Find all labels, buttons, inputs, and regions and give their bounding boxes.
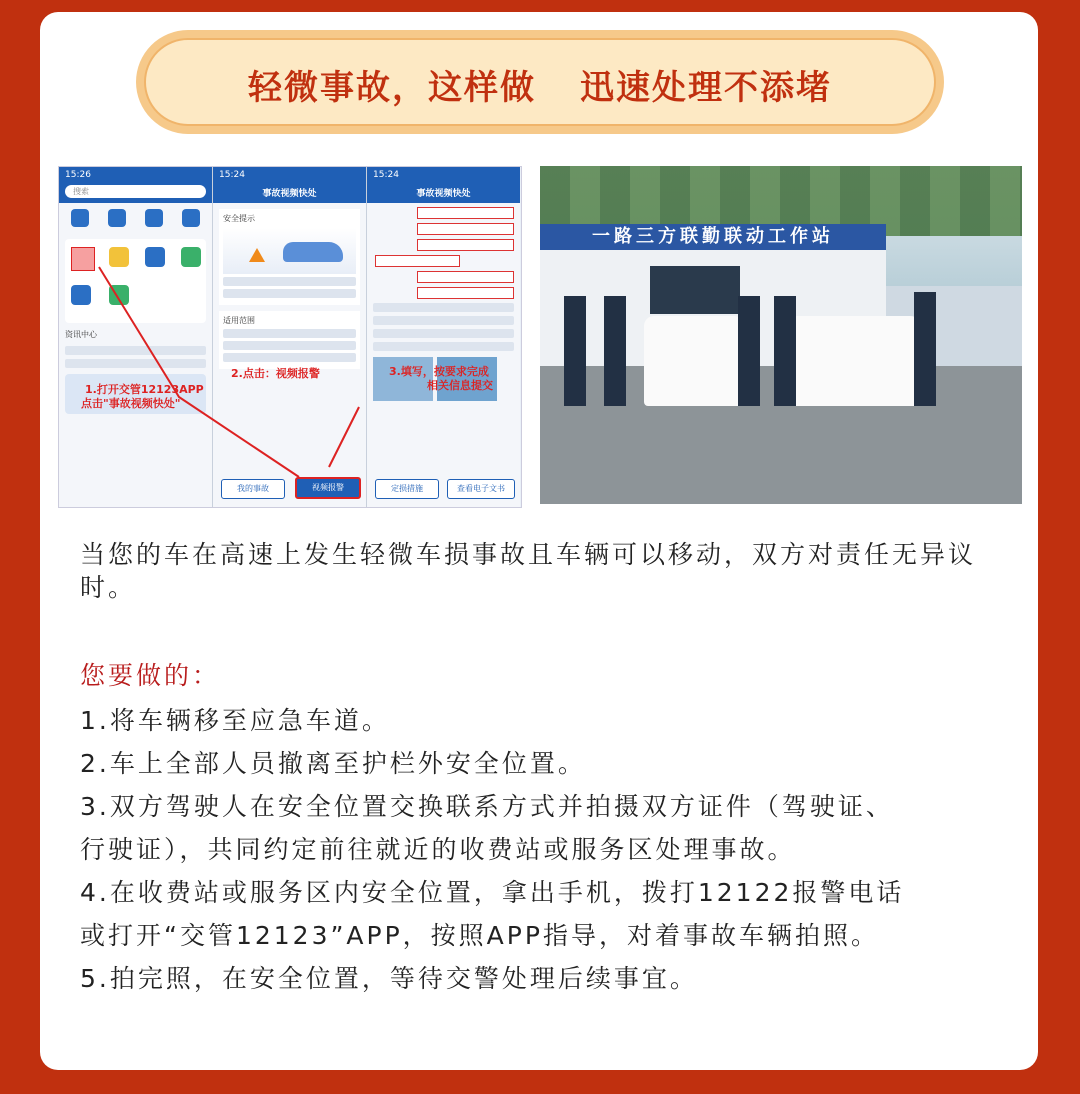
safety-tip: 安全提示 xyxy=(223,214,255,223)
news-title: 资讯中心 xyxy=(65,330,97,339)
video-report-button[interactable]: 视频报警 xyxy=(295,477,361,499)
annotation-1b: 点击"事故视频快处" xyxy=(81,397,181,410)
phone3-title: 事故视频快处 xyxy=(416,189,471,199)
banner-left-text: 轻微事故，这样做 xyxy=(248,68,536,108)
phone-screen-form: 15:24 事故视频快处 定损措施 查看电子文书 xyxy=(367,167,520,507)
todo-title: 您要做的： xyxy=(80,661,221,690)
banner-right-text: 迅速处理不添堵 xyxy=(580,68,832,108)
locate-button[interactable]: 定损措施 xyxy=(375,479,439,499)
step-item: 行驶证），共同约定前往就近的收费站或服务区处理事故。 xyxy=(80,835,796,864)
phone-screen-video: 15:24 事故视频快处 安全提示 适用范围 我的事故 视频报警 xyxy=(213,167,367,507)
step-item: 5.拍完照，在安全位置，等待交警处理后续事宜。 xyxy=(80,964,698,993)
phone2-title: 事故视频快处 xyxy=(262,189,317,199)
station-sign: 一路三方联勤联动工作站 xyxy=(540,224,886,250)
step-item: 2.车上全部人员撤离至护栏外安全位置。 xyxy=(80,749,586,778)
view-doc-button[interactable]: 查看电子文书 xyxy=(447,479,515,499)
search-input: 搜索 xyxy=(65,185,206,198)
police-station-photo xyxy=(540,166,1022,504)
app-screenshot xyxy=(58,166,522,508)
step-item: 或打开“交管12123”APP，按照APP指导，对着事故车辆拍照。 xyxy=(80,921,879,950)
annotation-3a: 3.填写，按要求完成 xyxy=(389,365,489,378)
step-item: 4.在收费站或服务区内安全位置，拿出手机，拨打12122报警电话 xyxy=(80,878,905,907)
annotation-1a: 1.打开交管12123APP xyxy=(85,383,204,396)
annotation-3b: 相关信息提交 xyxy=(427,379,493,392)
step-item: 3.双方驾驶人在安全位置交换联系方式并拍摄双方证件（驾驶证、 xyxy=(80,792,894,821)
steps-list xyxy=(80,699,1000,1000)
scope-title: 适用范围 xyxy=(223,316,255,325)
intro-paragraph: 当您的车在高速上发生轻微车损事故且车辆可以移动，双方对责任无异议时。 xyxy=(80,540,977,602)
phone-screen-home: 15:26 搜索 资讯中心 xyxy=(59,167,213,507)
banner-title xyxy=(136,60,944,109)
my-accident-button[interactable]: 我的事故 xyxy=(221,479,285,499)
step-item: 1.将车辆移至应急车道。 xyxy=(80,706,390,735)
title-banner xyxy=(136,30,944,134)
annotation-2: 2.点击：视频报警 xyxy=(231,367,320,380)
